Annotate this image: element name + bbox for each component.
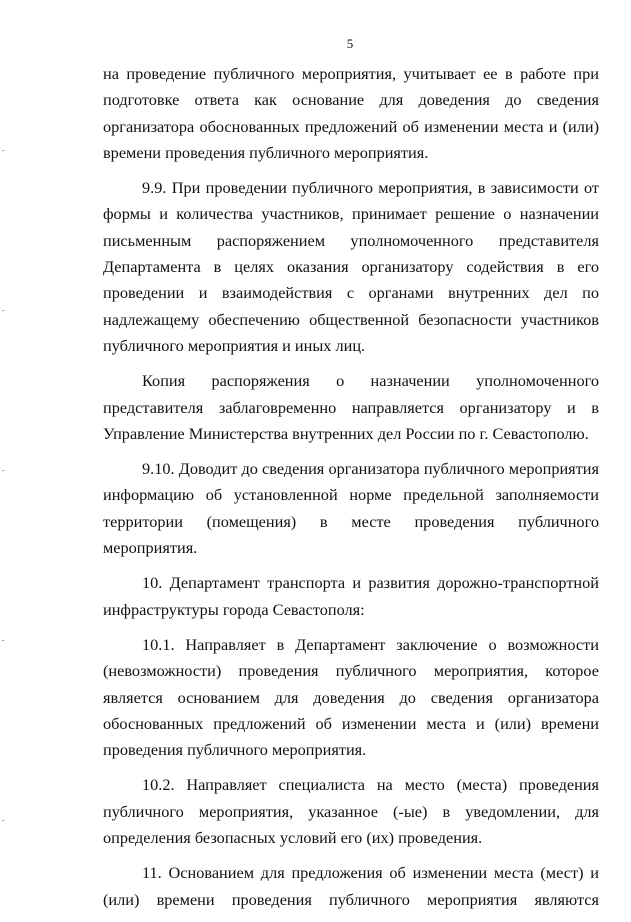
paragraph-10-1: 10.1. Направляет в Департамент заключение о возможности (невозможности) проведения публичного мероприятия, которое является основанием для доведения до сведения организатора обоснованных предложений об изменении места и (или) времени проведения публичного мероприятия.: [103, 634, 599, 760]
paragraph-continuation: на проведение публичного мероприятия, учитывает ее в работе при подготовке ответа как основание для доведения до сведения организатора обоснованных предложений об изменении места и (или) времени проведения публичного мероприятия.: [103, 64, 599, 162]
paragraph-10-2: 10.2. Направляет специалиста на место (места) проведения публичного мероприятия, указанное (-ые) в уведомлении, для определения безопасных условий его (их) проведения.: [103, 775, 599, 848]
page-number: 5: [346, 36, 354, 51]
paragraph-10: 10. Департамент транспорта и развития дорожно-транспортной инфраструктуры города Севастополя:: [103, 573, 599, 619]
paragraph-9-9: 9.9. При проведении публичного мероприятия, в зависимости от формы и количества участников, принимает решение о назначении письменным распоряжением уполномоченного представителя Департамента в целях оказания организатору содействия в его проведении и взаимодействия с органами внутренних дел по надлежащему обеспечению общественной безопасности участников публичного мероприятия и иных лиц.: [103, 178, 599, 355]
paragraph-order-copy: Копия распоряжения о назначении уполномоченного представителя заблаговременно направляется организатору и в Управление Министерства внутренних дел России по г. Севастополю.: [103, 371, 599, 443]
paragraph-11: 11. Основанием для предложения об изменении места (мест) и (или) времени проведения публичного мероприятия являются: [103, 863, 599, 909]
scan-edge-marks: [2, 0, 6, 905]
document-body: [103, 61, 599, 922]
paragraph-9-10: 9.10. Доводит до сведения организатора публичного мероприятия информацию об установленной норме предельной заполняемости территории (помещения) в месте проведения публичного мероприятия.: [103, 459, 599, 558]
